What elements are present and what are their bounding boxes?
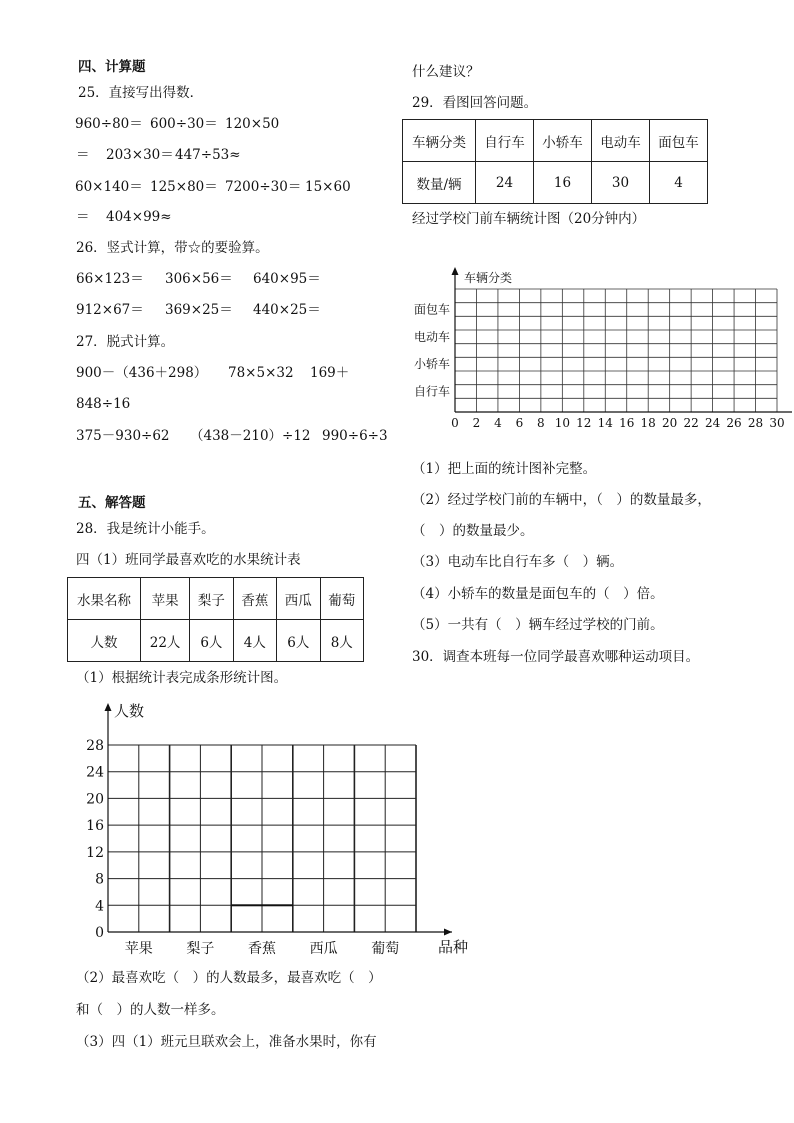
vehicle-table [402, 119, 708, 204]
x-tick-label: 20 [662, 416, 678, 430]
q25-item: 7200÷30＝ [225, 179, 302, 195]
section5-title: 五、解答题 [78, 495, 146, 511]
q26-item: 66×123＝ [76, 271, 144, 287]
y-tick-label: 自行车 [413, 384, 450, 399]
q26-prompt: 26．竖式计算，带☆的要验算。 [76, 240, 269, 256]
q27-item: 990÷6÷3 [322, 428, 388, 444]
q29-2a: （2）经过学校门前的车辆中，（ ）的数量最多， [412, 492, 711, 508]
table-cell: 22人 [141, 620, 190, 662]
y-tick-label: 4 [95, 898, 104, 915]
x-tick-label: 14 [597, 416, 613, 430]
x-tick-label: 2 [472, 416, 481, 430]
y-tick-label: 16 [86, 818, 104, 835]
q28-prompt: 28．我是统计小能手。 [76, 521, 215, 537]
x-tick-label: 28 [747, 416, 764, 430]
y-tick-label: 28 [86, 738, 104, 754]
q26-item: 640×95＝ [253, 271, 321, 287]
fruit-table-data-row [68, 620, 364, 662]
table-cell: 小轿车 [534, 120, 592, 162]
table-cell: 4 [650, 162, 708, 204]
y-tick-label: 面包车 [413, 302, 450, 317]
q25-item: 15×60 [305, 179, 351, 195]
x-tick-label: 苹果 [124, 941, 153, 957]
q29-4: （4）小轿车的数量是面包车的（ ）倍。 [412, 586, 664, 602]
table-cell: 葡萄 [320, 578, 363, 620]
q29-5: （5）一共有（ ）辆车经过学校的门前。 [412, 617, 664, 633]
vehicle-bar-chart [400, 262, 794, 437]
y-axis-arrow [105, 703, 112, 711]
vehicle-table-header-row [403, 120, 708, 162]
table-cell: 4人 [233, 620, 276, 662]
table-cell: 车辆分类 [403, 120, 476, 162]
q25-item: 203×30＝ [106, 147, 174, 163]
x-tick-label: 8 [537, 416, 545, 430]
fruit-table [67, 577, 364, 662]
x-tick-label: 12 [576, 416, 592, 430]
x-tick-label: 6 [515, 416, 524, 430]
table-cell: 人数 [68, 620, 141, 662]
q27-item: （438－210）÷12 [190, 428, 311, 444]
y-tick-label: 电动车 [413, 329, 450, 344]
y-tick-label: 8 [95, 871, 104, 888]
q25-item: 404×99≈ [106, 209, 172, 225]
table-cell: 自行车 [476, 120, 534, 162]
q25-item: ＝ [76, 209, 90, 225]
q28-2b: 和（ ）的人数一样多。 [76, 1002, 225, 1018]
table-cell: 30 [592, 162, 650, 204]
q30-prompt: 30．调查本班每一位同学最喜欢哪种运动项目。 [412, 649, 700, 665]
x-tick-label: 香蕉 [248, 941, 276, 957]
table-cell: 8人 [320, 620, 363, 662]
y-tick-label: 0 [95, 925, 104, 941]
x-tick-label: 葡萄 [371, 941, 400, 957]
q29-2b: （ ）的数量最少。 [412, 523, 534, 539]
y-tick-label: 20 [86, 791, 104, 808]
table-cell: 香蕉 [233, 578, 276, 620]
q26-item: 912×67＝ [76, 302, 144, 318]
x-tick-label: 16 [619, 416, 635, 430]
chart-y-label: 人数 [114, 702, 145, 720]
q26-item: 306×56＝ [165, 271, 233, 287]
table-cell: 面包车 [650, 120, 708, 162]
q28-3-continued: 什么建议？ [412, 64, 480, 80]
q25-item: ＝ [76, 147, 90, 163]
table-cell: 梨子 [190, 578, 233, 620]
table-cell: 6人 [277, 620, 320, 662]
q27-item: 375－930÷62 [76, 428, 170, 444]
y-tick-label: 24 [86, 764, 104, 781]
x-tick-label: 24 [704, 416, 721, 430]
y-tick-label: 12 [86, 844, 104, 861]
q27-item: 169＋ [310, 365, 350, 381]
table-cell: 16 [534, 162, 592, 204]
q25-item: 120×50 [225, 116, 280, 132]
x-axis-arrow [444, 929, 452, 936]
q28-1: （1）根据统计表完成条形统计图。 [76, 670, 288, 686]
fruit-table-title: 四（1）班同学最喜欢吃的水果统计表 [76, 552, 301, 568]
table-cell: 6人 [190, 620, 233, 662]
vehicle-table-data-row [403, 162, 708, 204]
x-tick-label: 22 [683, 416, 699, 430]
x-tick-label: 30 [769, 416, 785, 430]
table-cell: 24 [476, 162, 534, 204]
chart-y-label: 车辆分类 [464, 271, 513, 285]
q26-item: 440×25＝ [253, 302, 321, 318]
table-cell: 西瓜 [277, 578, 320, 620]
q28-2a: （2）最喜欢吃（ ）的人数最多，最喜欢吃（ ） [76, 970, 382, 986]
chart-x-label: 品种 [438, 938, 469, 956]
x-tick-label: 0 [451, 416, 459, 430]
q26-item: 369×25＝ [165, 302, 233, 318]
q27-item: 848÷16 [76, 396, 131, 412]
q28-3: （3）四（1）班元旦联欢会上，准备水果时，你有 [76, 1034, 377, 1050]
q25-item: 447÷53≈ [175, 147, 241, 163]
y-axis-arrow [452, 267, 459, 275]
vehicle-chart-caption: 经过学校门前车辆统计图（20分钟内） [412, 211, 646, 227]
x-tick-label: 4 [494, 416, 502, 430]
fruit-bar-chart [80, 697, 480, 967]
table-cell: 电动车 [592, 120, 650, 162]
x-tick-label: 梨子 [186, 941, 215, 957]
table-cell: 数量/辆 [403, 162, 476, 204]
q25-item: 600÷30＝ [150, 116, 218, 132]
x-tick-label: 18 [640, 416, 656, 430]
q25-item: 60×140＝ [75, 179, 143, 195]
q27-item: 900－（436＋298） [76, 365, 208, 381]
table-cell: 苹果 [141, 578, 190, 620]
section4-title: 四、计算题 [78, 59, 146, 75]
q25-item: 960÷80＝ [75, 116, 143, 132]
table-cell: 水果名称 [68, 578, 141, 620]
fruit-table-header-row [68, 578, 364, 620]
q29-1: （1）把上面的统计图补完整。 [412, 461, 597, 477]
x-tick-label: 10 [554, 416, 570, 430]
q25-item: 125×80＝ [150, 179, 218, 195]
y-tick-label: 小轿车 [413, 357, 450, 372]
q27-prompt: 27．脱式计算。 [76, 334, 175, 350]
q29-prompt: 29．看图回答问题。 [412, 95, 538, 111]
q27-item: 78×5×32 [228, 365, 294, 381]
q29-3: （3）电动车比自行车多（ ）辆。 [412, 554, 624, 570]
q25-prompt: 25．直接写出得数． [78, 85, 204, 101]
bar-香蕉 [231, 904, 293, 906]
x-tick-label: 西瓜 [309, 941, 338, 957]
x-tick-label: 26 [726, 416, 742, 430]
